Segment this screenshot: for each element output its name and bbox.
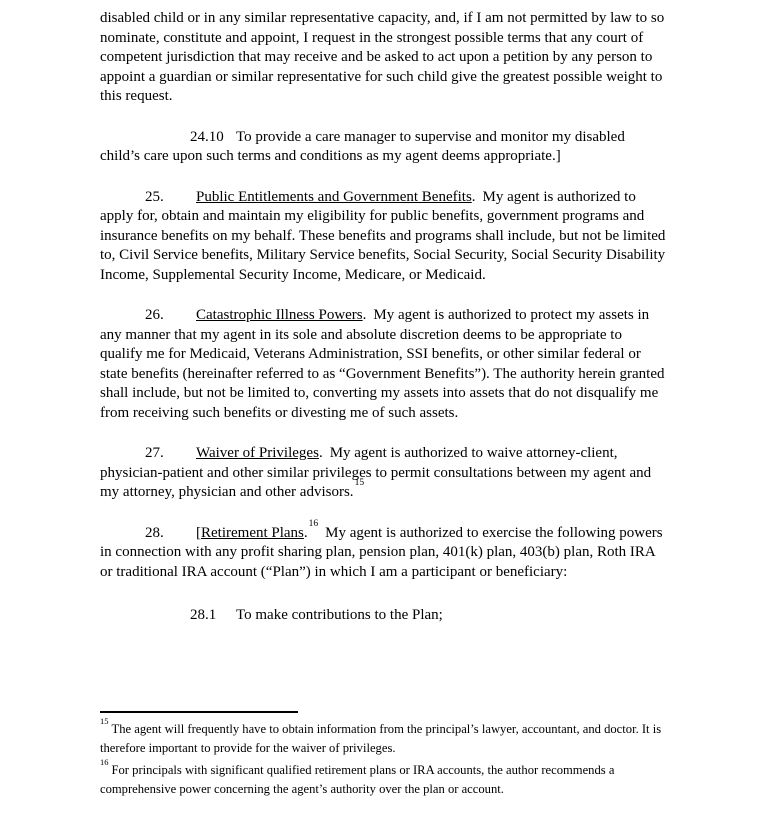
footnote-reference-15: 15 xyxy=(354,478,365,488)
section-25-body: My agent is authorized to apply for, obtain and maintain my eligibility for public benefits, government programs and insurance benefits on my behalf. These benefits and programs shall include, but not be limited to, Civil Service benefits, Military Service benefits, Social Security, Social Security Disability Income, Supplemental Security Income, Medicare, or Medicaid. xyxy=(100,188,666,283)
footnote-15-number: 15 xyxy=(100,715,109,726)
section-28-number: 28. xyxy=(145,524,164,541)
section-26-body: My agent is authorized to protect my assets in any manner that my agent in its sole and absolute discretion deems to be appropriate to qualify me for Medicaid, Veterans Administration, SSI benefits, or other similar federal or state benefits (hereinafter referred to as “Government Benefits”). The authority herein granted shall include, but not be limited to, converting my assets into assets that do not disqualify me from receiving such benefits or divesting me of such assets. xyxy=(100,307,665,421)
section-26-number: 26. xyxy=(145,307,164,323)
section-27-number: 27. xyxy=(145,445,164,461)
section-27 xyxy=(100,444,668,503)
footnote-separator xyxy=(100,711,298,713)
section-25-number: 25. xyxy=(145,188,164,205)
subsection-24-10-text: To provide a care manager to supervise and monitor my disabled child’s care upon such terms and conditions as my agent deems appropriate.] xyxy=(100,128,625,164)
section-28-body: My agent is authorized to exercise the following powers in connection with any profit sharing plan, pension plan, 401(k) plan, 403(b) plan, Roth IRA or traditional IRA account (“Plan”) in which I am a participant or beneficiary: xyxy=(100,524,663,580)
footnote-15-text: The agent will frequently have to obtain information from the principal’s lawyer, accountant, and doctor. It is therefore important to provide for the waiver of privileges. xyxy=(100,722,662,755)
paragraph-continuation: disabled child or in any similar representative capacity, and, if I am not permitted by law to so nominate, constitute and appoint, I request in the strongest possible terms that any court of competent jurisdiction that may receive and be asked to act upon a petition by any person to appoint a guardian or similar representative for such child give the greatest possible weight to this request. xyxy=(100,10,665,104)
section-27-heading-period: . xyxy=(318,445,323,461)
section-28 xyxy=(100,518,668,583)
section-27-heading: Waiver of Privileges xyxy=(196,445,319,461)
section-26-heading-period: . xyxy=(362,307,367,323)
subsection-28-1-number: 28.1 xyxy=(190,607,217,623)
section-25-heading-period: . xyxy=(471,188,476,205)
section-27-body: My agent is authorized to waive attorney-client, physician-patient and other similar privileges to permit consultations between my agent and my attorney, physician and other advisors. xyxy=(100,445,652,500)
subsection-28-1 xyxy=(100,606,668,626)
footnote-16-number: 16 xyxy=(100,756,109,767)
subsection-24-10-number: 24.10 xyxy=(190,128,224,145)
footnote-reference-16: 16 xyxy=(308,518,319,529)
section-25-heading: Public Entitlements and Government Benefits xyxy=(196,188,472,205)
section-28-heading-period: . xyxy=(303,524,308,541)
section-25 xyxy=(100,188,668,286)
footnote-16 xyxy=(100,756,662,798)
footnotes-area xyxy=(100,711,662,802)
section-28-heading: [Retirement Plans xyxy=(196,524,304,541)
footnote-15 xyxy=(100,715,662,757)
subsection-28-1-text: To make contributions to the Plan; xyxy=(236,607,443,623)
subsection-24-10 xyxy=(100,128,668,167)
section-26 xyxy=(100,306,668,423)
footnote-16-text: For principals with significant qualified retirement plans or IRA accounts, the author recommends a comprehensive power concerning the agent’s authority over the plan or account. xyxy=(100,763,615,796)
document-body xyxy=(100,9,668,626)
section-26-heading: Catastrophic Illness Powers xyxy=(196,307,363,323)
